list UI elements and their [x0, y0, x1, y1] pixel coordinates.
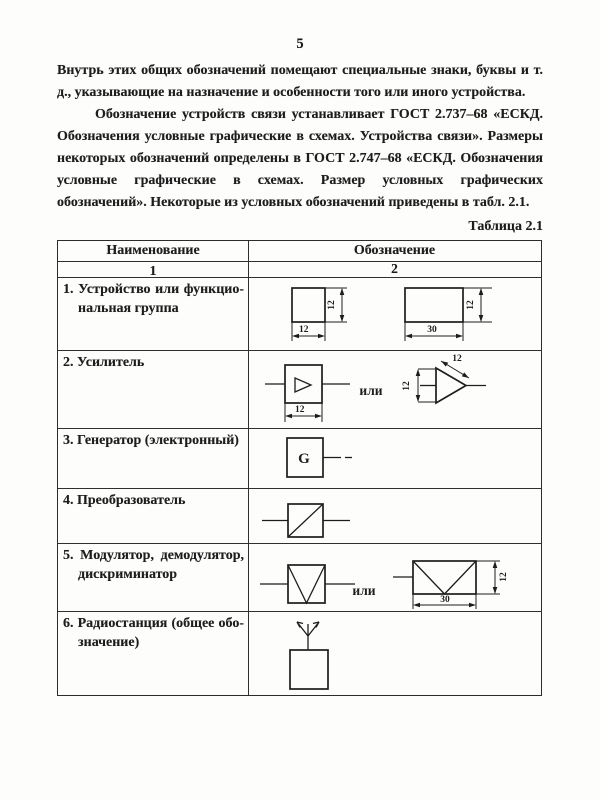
table-row-generator [58, 429, 541, 489]
row5-name-line1: 5. Модулятор, демодулятор, [63, 548, 244, 563]
amplifier-symbol [249, 351, 540, 428]
body-text [57, 60, 543, 214]
table-row-device [58, 278, 541, 351]
table-header-row [58, 241, 541, 262]
row1-name [58, 278, 249, 350]
table-row-converter [58, 489, 541, 544]
row4-name [58, 489, 249, 543]
row6-name [58, 612, 249, 695]
modulator-symbol [249, 544, 540, 611]
svg-text:или: или [352, 583, 376, 598]
table-row-radiostation [58, 612, 541, 695]
svg-text:12: 12 [466, 300, 476, 310]
row2-symbols [249, 351, 540, 428]
row1-name-line2: нальная группа [78, 301, 179, 316]
row6-symbols [249, 612, 540, 695]
svg-text:G: G [298, 451, 310, 467]
colnum-2: 2 [391, 261, 398, 276]
device-square-and-rect-symbol [249, 278, 540, 350]
paragraph-gost: Обозначение устройств связи устанавливает ГОСТ 2.737–68 «ЕСКД. Обозначения условные графические в схемах. Устройства связи». Размеры некоторых обозначений определены в ГОСТ 2.747–68 «ЕСКД. Обозначения условные графические в схемах. Размер условных графических обозначений». Некоторые из условных обозначений приведены в табл. 2.1. [57, 107, 543, 210]
symbols-table [57, 240, 542, 696]
table-row-modulator [58, 544, 541, 612]
svg-text:30: 30 [427, 325, 437, 335]
svg-text:12: 12 [499, 572, 509, 582]
row3-symbols [249, 429, 540, 488]
paragraph-intro: Внутрь этих общих обозначений помещают специальные знаки, буквы и т. д., указывающие на назначение и особенности того или иного устройства. [57, 63, 543, 100]
row1-symbols [249, 278, 540, 350]
row3-name-line1: 3. Генератор (электронный) [63, 433, 239, 448]
row2-name-line1: 2. Усилитель [63, 355, 145, 370]
table-colnum-row [58, 262, 541, 278]
svg-text:30: 30 [440, 595, 450, 605]
row5-name [58, 544, 249, 611]
svg-text:12: 12 [295, 405, 305, 415]
header-name-column: Наименование [58, 241, 249, 261]
header-symbol-column: Обозначение [353, 243, 436, 258]
row5-symbols [249, 544, 540, 611]
svg-text:12: 12 [327, 300, 337, 310]
table-caption: Таблица 2.1 [468, 219, 543, 234]
row4-name-line1: 4. Преобразователь [63, 493, 186, 508]
svg-text:12: 12 [402, 381, 412, 391]
svg-text:12: 12 [299, 325, 309, 335]
generator-symbol [249, 429, 540, 488]
row6-name-line2: значение) [78, 635, 140, 650]
svg-text:12: 12 [452, 354, 462, 364]
radiostation-antenna-symbol [249, 612, 540, 695]
svg-text:или: или [359, 383, 383, 398]
row3-name [58, 429, 249, 488]
row6-name-line1: 6. Радиостанция (общее обо- [63, 616, 244, 631]
row1-name-line1: 1. Устройство или функцио- [63, 282, 244, 297]
row4-symbols [249, 489, 540, 543]
table-row-amplifier [58, 351, 541, 429]
converter-symbol [249, 489, 540, 543]
row2-name [58, 351, 249, 428]
page-number: 5 [296, 36, 304, 52]
colnum-1: 1 [58, 262, 249, 277]
row5-name-line2: дискриминатор [78, 567, 178, 582]
